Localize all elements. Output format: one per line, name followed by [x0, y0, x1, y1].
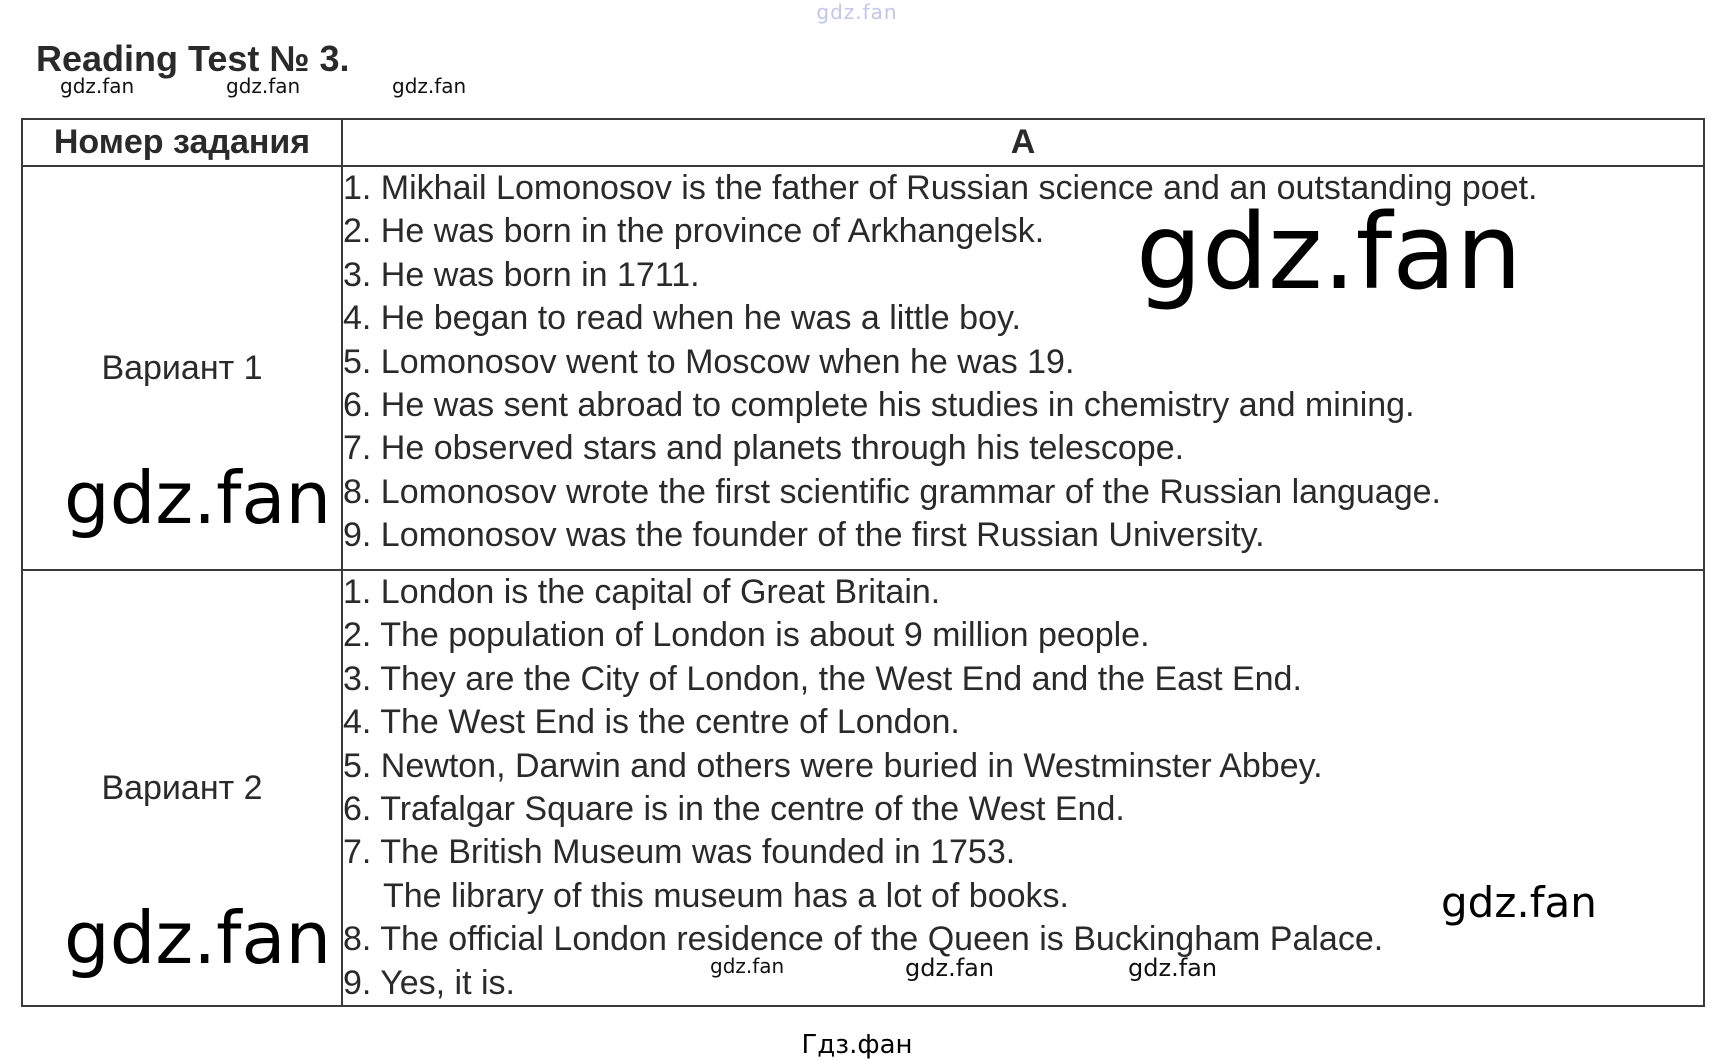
answer-item: 3. They are the City of London, the West End and the East End.	[343, 659, 1302, 698]
answer-item: 2. He was born in the province of Arkhangelsk.	[343, 212, 1045, 251]
header-column-a: A	[342, 119, 1704, 166]
answer-item: 7. The British Museum was founded in 1753.	[343, 833, 1016, 872]
variant-2-answers	[342, 570, 1704, 1006]
watermark-bottom-1: gdz.fan	[710, 954, 785, 978]
answer-item: 2. The population of London is about 9 million people.	[343, 616, 1150, 655]
answer-item: 5. Newton, Darwin and others were buried in Westminster Abbey.	[343, 746, 1323, 785]
watermark-under-title-3: gdz.fan	[392, 74, 467, 98]
answer-item: 5. Lomonosov went to Moscow when he was 19.	[343, 342, 1075, 381]
watermark-large-3: gdz.fan	[64, 896, 332, 980]
answer-item: 1. Mikhail Lomonosov is the father of Russian science and an outstanding poet.	[343, 169, 1538, 207]
answer-item: 9. Lomonosov was the founder of the first Russian University.	[343, 516, 1265, 555]
watermark-large-4: gdz.fan	[1441, 878, 1597, 927]
watermark-bottom-3: gdz.fan	[1128, 954, 1218, 982]
variant-1-label: Вариант 1	[22, 166, 342, 570]
answer-item: 4. The West End is the centre of London.	[343, 703, 960, 742]
variant-2-label: Вариант 2	[22, 570, 342, 1006]
answer-item: 1. London is the capital of Great Britain.	[343, 573, 941, 611]
page-title: Reading Test № 3.	[36, 38, 350, 79]
answer-item: 4. He began to read when he was a little boy.	[343, 299, 1021, 338]
header-task-number: Номер задания	[22, 119, 342, 166]
answer-item-continuation: The library of this museum has a lot of books.	[383, 876, 1069, 915]
answer-item: 6. Trafalgar Square is in the centre of the West End.	[343, 790, 1125, 829]
answer-item: 6. He was sent abroad to complete his studies in chemistry and mining.	[343, 386, 1415, 425]
watermark-large-1: gdz.fan	[1136, 191, 1522, 313]
footer-watermark: Гдз.фан	[801, 1030, 913, 1060]
watermark-under-title-2: gdz.fan	[226, 74, 301, 98]
answer-item: 3. He was born in 1711.	[343, 255, 700, 294]
table-header-row	[22, 119, 1704, 166]
answer-item: 7. He observed stars and planets through his telescope.	[343, 429, 1185, 468]
top-watermark: gdz.fan	[816, 0, 898, 24]
watermark-under-title-1: gdz.fan	[60, 74, 135, 98]
answer-item: 8. The official London residence of the Queen is Buckingham Palace.	[343, 920, 1384, 959]
watermark-large-2: gdz.fan	[64, 456, 332, 540]
answer-item: 9. Yes, it is.	[343, 963, 515, 1002]
answer-item: 8. Lomonosov wrote the first scientific grammar of the Russian language.	[343, 472, 1441, 511]
watermark-bottom-2: gdz.fan	[905, 954, 995, 982]
